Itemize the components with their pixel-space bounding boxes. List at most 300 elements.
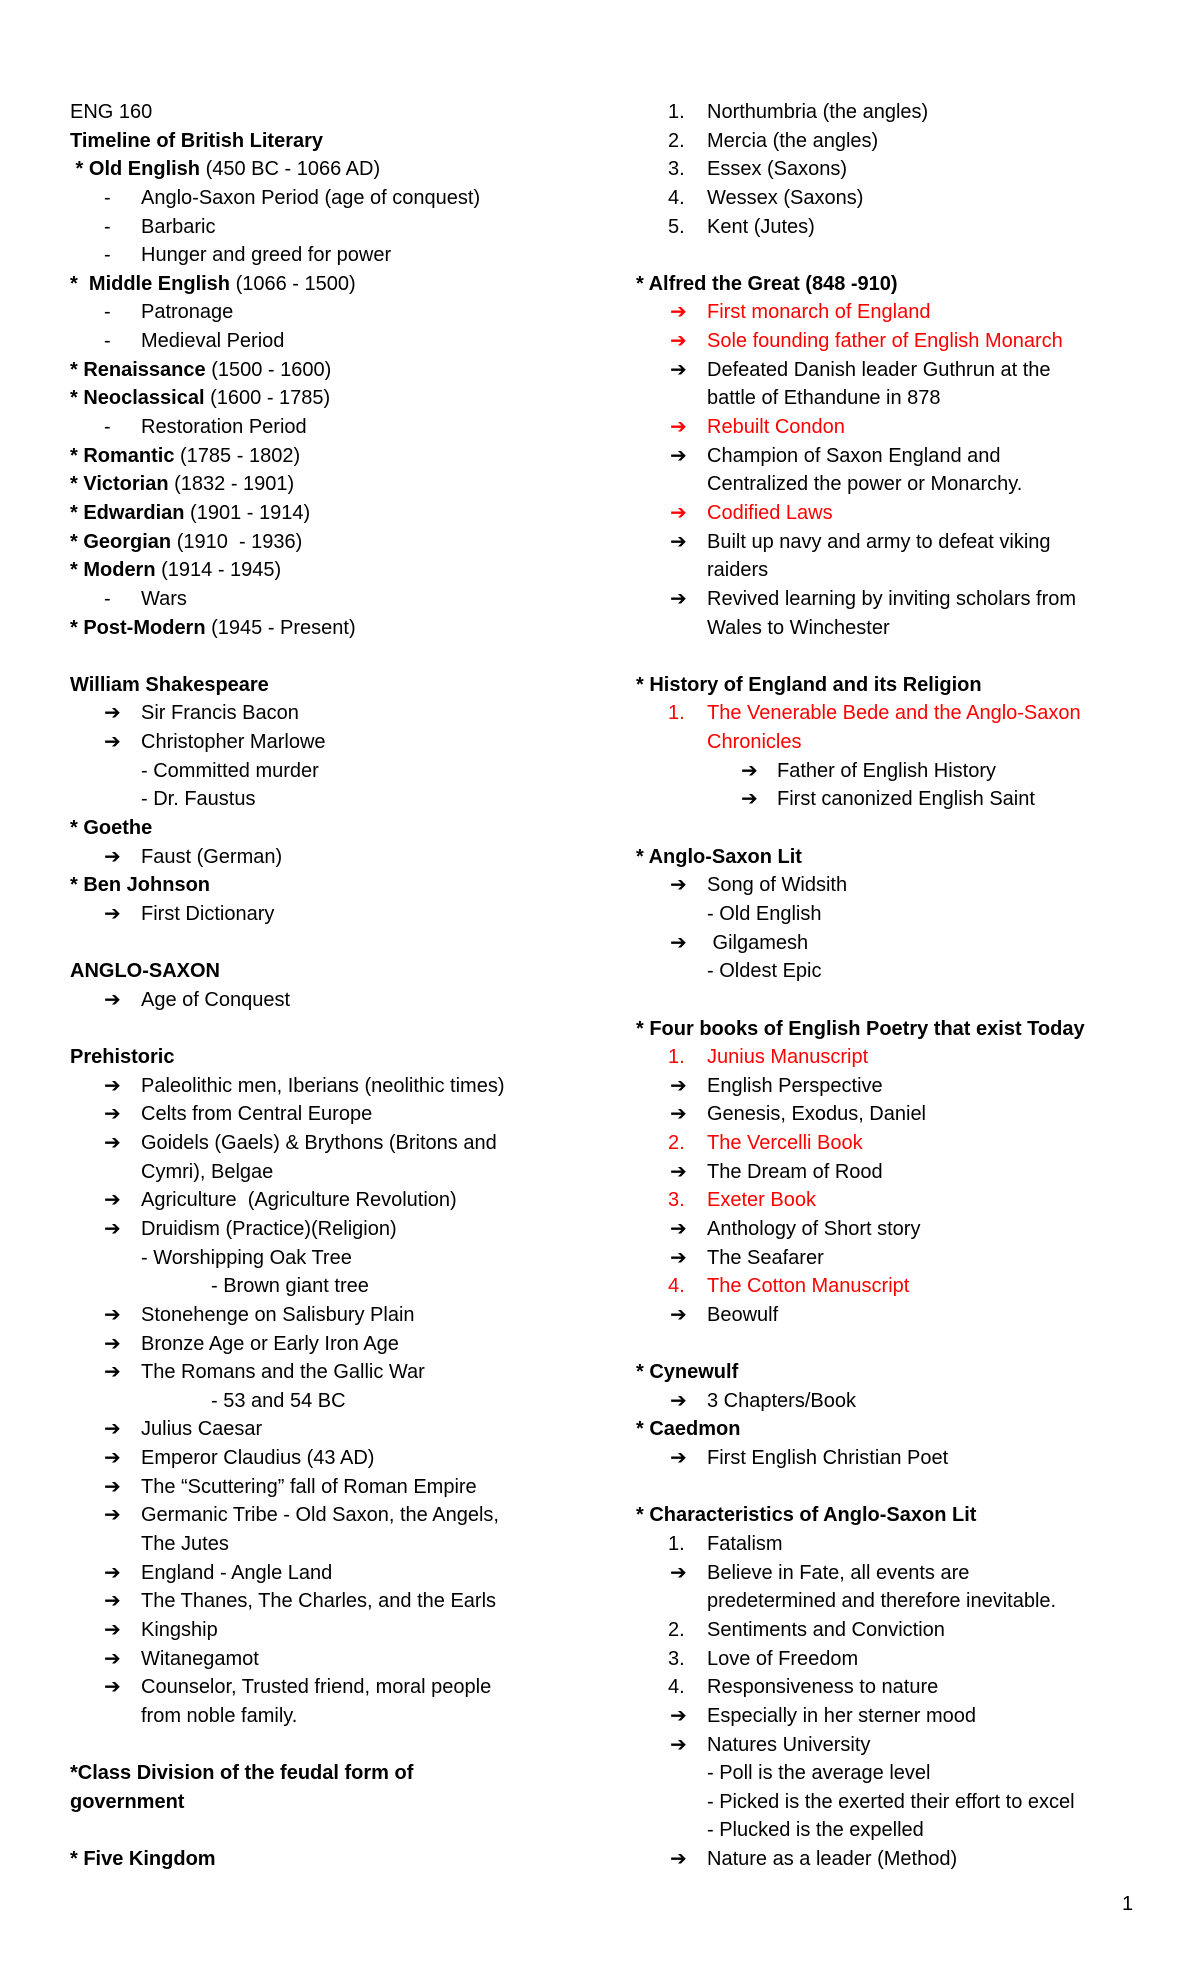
body-text: First Dictionary (141, 902, 275, 925)
line-text (70, 528, 302, 557)
line-text (707, 1387, 856, 1416)
bold-heading: Timeline of British Literary (70, 129, 324, 152)
body-text: Beowulf (707, 1303, 779, 1326)
bold-heading: William Shakespeare (70, 673, 269, 696)
body-text: Rebuilt Condon (707, 416, 845, 439)
line-text (141, 1587, 496, 1616)
left-line (70, 1158, 630, 1187)
bold-heading: Neoclassical (83, 387, 205, 410)
line-text (141, 585, 187, 614)
line-text (141, 1616, 218, 1645)
line-text (70, 270, 356, 299)
line-text (707, 1100, 926, 1129)
dash-bullet: - (104, 215, 111, 238)
right-line (636, 499, 1176, 528)
asterisk-prefix: * (70, 874, 84, 897)
line-text (707, 1530, 783, 1559)
line-text (707, 1186, 816, 1215)
line-text (707, 1731, 870, 1760)
line-text (141, 1559, 332, 1588)
body-text: - Worshipping Oak Tree (141, 1246, 352, 1269)
body-text: Defeated Danish leader Guthrun at the (707, 358, 1051, 381)
line-text (707, 1845, 957, 1874)
arrow-bullet-icon: ➔ (104, 1475, 121, 1498)
line-text (707, 1587, 1056, 1616)
arrow-bullet-icon: ➔ (104, 988, 121, 1011)
line-text (141, 1358, 425, 1387)
line-text (707, 871, 847, 900)
line-text (777, 757, 996, 786)
line-text (707, 1702, 976, 1731)
right-line (636, 1387, 1176, 1416)
right-line (636, 1215, 1176, 1244)
list-number: 3. (668, 1189, 685, 1212)
body-text: Essex (Saxons) (707, 158, 848, 181)
right-line (636, 270, 1176, 299)
bold-heading: Modern (83, 559, 156, 582)
bold-heading: * Four books of English Poetry that exist Today (636, 1017, 1085, 1040)
body-text: Celts from Central Europe (141, 1103, 373, 1126)
right-line (636, 671, 1176, 700)
body-text: Fatalism (707, 1533, 783, 1556)
left-line (70, 1186, 630, 1215)
right-line (636, 356, 1176, 385)
body-text: Witanegamot (141, 1647, 259, 1670)
arrow-bullet-icon: ➔ (104, 1418, 121, 1441)
line-text (707, 1158, 883, 1187)
arrow-bullet-icon: ➔ (104, 1217, 121, 1240)
line-text (70, 442, 300, 471)
body-text: (1500 - 1600) (205, 358, 332, 381)
right-line (636, 1501, 1176, 1530)
body-text: Druidism (Practice)(Religion) (141, 1217, 397, 1240)
line-text (141, 1244, 352, 1273)
line-text (70, 814, 152, 843)
arrow-bullet-icon: ➔ (104, 1303, 121, 1326)
arrow-bullet-icon: ➔ (104, 1189, 121, 1212)
bold-heading: * History of England and its Religion (636, 673, 982, 696)
line-text (141, 757, 319, 786)
line-text (707, 1244, 824, 1273)
arrow-bullet-icon: ➔ (104, 1647, 121, 1670)
body-text: (1910 - 1936) (171, 530, 303, 553)
line-text (141, 1530, 229, 1559)
arrow-bullet-icon: ➔ (670, 416, 687, 439)
line-text (707, 1616, 945, 1645)
body-text: Responsiveness to nature (707, 1676, 939, 1699)
body-text: Sentiments and Conviction (707, 1618, 945, 1641)
line-text (70, 384, 330, 413)
left-line (70, 814, 630, 843)
right-line (636, 614, 1176, 643)
left-line (70, 1616, 630, 1645)
left-line (70, 785, 630, 814)
bold-heading: * Alfred the Great (848 -910) (636, 272, 898, 295)
line-text (141, 1072, 505, 1101)
arrow-bullet-icon: ➔ (670, 444, 687, 467)
arrow-bullet-icon: ➔ (104, 902, 121, 925)
dash-bullet: - (104, 301, 111, 324)
body-text: England - Angle Land (141, 1561, 333, 1584)
left-line (70, 1473, 630, 1502)
body-text: - 53 and 54 BC (211, 1389, 346, 1412)
body-text: (1785 - 1802) (174, 444, 301, 467)
body-text: Faust (German) (141, 845, 283, 868)
body-text: The Vercelli Book (707, 1132, 863, 1155)
arrow-bullet-icon: ➔ (741, 788, 758, 811)
bold-heading: * Cynewulf (636, 1361, 739, 1384)
body-text: - Picked is the exerted their effort to excel (707, 1790, 1075, 1813)
body-text: Age of Conquest (141, 988, 290, 1011)
body-text: Barbaric (141, 215, 216, 238)
bold-heading: Post-Modern (83, 616, 206, 639)
bold-heading: ANGLO-SAXON (70, 960, 220, 983)
line-text (707, 1759, 930, 1788)
left-line (70, 1530, 630, 1559)
bold-heading: * Anglo-Saxon Lit (636, 845, 802, 868)
body-text: Believe in Fate, all events are (707, 1561, 970, 1584)
left-line (70, 327, 630, 356)
body-text: (1832 - 1901) (168, 473, 295, 496)
line-text (141, 298, 233, 327)
line-text (70, 356, 331, 385)
arrow-bullet-icon: ➔ (104, 1504, 121, 1527)
right-line (636, 871, 1176, 900)
arrow-bullet-icon: ➔ (670, 1303, 687, 1326)
right-line (636, 1158, 1176, 1187)
arrow-bullet-icon: ➔ (670, 1246, 687, 1269)
arrow-bullet-icon: ➔ (670, 1217, 687, 1240)
left-line (70, 499, 630, 528)
right-line (636, 1845, 1176, 1874)
left-line (70, 1702, 630, 1731)
list-number: 4. (668, 1275, 685, 1298)
right-line (636, 986, 1176, 1015)
right-line (636, 384, 1176, 413)
left-line (70, 1673, 630, 1702)
arrow-bullet-icon: ➔ (104, 702, 121, 725)
left-line (70, 1330, 630, 1359)
line-text (707, 1645, 858, 1674)
left-line (70, 528, 630, 557)
body-text: Natures University (707, 1733, 871, 1756)
line-text (707, 470, 1022, 499)
left-line (70, 699, 630, 728)
body-text: Junius Manuscript (707, 1046, 869, 1069)
line-text (707, 1444, 948, 1473)
arrow-bullet-icon: ➔ (670, 1848, 687, 1871)
list-number: 1. (668, 702, 685, 725)
right-line (636, 728, 1176, 757)
body-text: Mercia (the angles) (707, 129, 879, 152)
body-text: Centralized the power or Monarchy. (707, 473, 1023, 496)
body-text: 3 Chapters/Book (707, 1389, 856, 1412)
body-text: Cymri), Belgae (141, 1160, 274, 1183)
body-text: The Cotton Manuscript (707, 1275, 910, 1298)
left-line (70, 986, 630, 1015)
arrow-bullet-icon: ➔ (670, 358, 687, 381)
left-line (70, 470, 630, 499)
line-text (70, 871, 210, 900)
right-line (636, 1816, 1176, 1845)
right-line (636, 1645, 1176, 1674)
body-text: predetermined and therefore inevitable. (707, 1590, 1057, 1613)
right-line (636, 642, 1176, 671)
right-line (636, 413, 1176, 442)
arrow-bullet-icon: ➔ (104, 1332, 121, 1355)
body-text: - Committed murder (141, 759, 319, 782)
line-text (141, 1215, 397, 1244)
arrow-bullet-icon: ➔ (104, 1361, 121, 1384)
right-line (636, 556, 1176, 585)
body-text: (1600 - 1785) (204, 387, 331, 410)
body-text: First monarch of England (707, 301, 931, 324)
right-line (636, 957, 1176, 986)
line-text (707, 384, 941, 413)
line-text (707, 1129, 863, 1158)
body-text: The Dream of Rood (707, 1160, 883, 1183)
arrow-bullet-icon: ➔ (104, 731, 121, 754)
body-text: Medieval Period (141, 330, 285, 353)
bold-heading: Old English (88, 158, 201, 181)
left-line (70, 671, 630, 700)
line-text (141, 986, 290, 1015)
body-text: Gilgamesh (707, 931, 809, 954)
bold-heading: government (70, 1790, 185, 1813)
bold-heading: Georgian (83, 530, 172, 553)
right-line (636, 1244, 1176, 1273)
body-text: First English Christian Poet (707, 1447, 949, 1470)
list-number: 2. (668, 1618, 685, 1641)
list-number: 2. (668, 1132, 685, 1155)
bold-heading: * Caedmon (636, 1418, 741, 1441)
list-number: 4. (668, 1676, 685, 1699)
left-line (70, 556, 630, 585)
line-text (707, 929, 808, 958)
line-text (141, 843, 282, 872)
right-line (636, 1473, 1176, 1502)
body-text: Genesis, Exodus, Daniel (707, 1103, 927, 1126)
body-text: - Dr. Faustus (141, 788, 256, 811)
body-text: The “Scuttering” fall of Roman Empire (141, 1475, 477, 1498)
list-number: 4. (668, 186, 685, 209)
line-text (141, 1158, 273, 1187)
asterisk-prefix: * (70, 387, 84, 410)
asterisk-prefix: * (70, 616, 84, 639)
body-text: (1914 - 1945) (155, 559, 282, 582)
left-line (70, 1100, 630, 1129)
right-line (636, 814, 1176, 843)
bold-heading: Middle English (88, 272, 231, 295)
line-text (636, 1358, 738, 1387)
left-line (70, 155, 630, 184)
line-text (70, 1788, 184, 1817)
body-text: battle of Ethandune in 878 (707, 387, 941, 410)
body-text: Nature as a leader (Method) (707, 1848, 958, 1871)
body-text: The Venerable Bede and the Anglo-Saxon (707, 702, 1081, 725)
line-text (707, 1301, 778, 1330)
body-text: Bronze Age or Early Iron Age (141, 1332, 399, 1355)
dash-bullet: - (104, 416, 111, 439)
right-line (636, 699, 1176, 728)
line-text (141, 1473, 477, 1502)
line-text (141, 699, 299, 728)
right-line (636, 1673, 1176, 1702)
body-text: Goidels (Gaels) & Brythons (Britons and (141, 1132, 497, 1155)
right-line (636, 470, 1176, 499)
arrow-bullet-icon: ➔ (104, 1447, 121, 1470)
left-line (70, 298, 630, 327)
arrow-bullet-icon: ➔ (104, 845, 121, 868)
arrow-bullet-icon: ➔ (104, 1561, 121, 1584)
left-line (70, 213, 630, 242)
list-number: 2. (668, 129, 685, 152)
bold-heading: * Five Kingdom (70, 1848, 216, 1871)
line-text (141, 1301, 415, 1330)
line-text (707, 155, 847, 184)
line-text (141, 1330, 399, 1359)
right-line (636, 1015, 1176, 1044)
body-text: Wars (141, 587, 187, 610)
left-line (70, 442, 630, 471)
line-text (707, 98, 928, 127)
line-text (70, 614, 356, 643)
line-text (636, 843, 802, 872)
right-line (636, 528, 1176, 557)
asterisk-prefix: * (70, 158, 89, 181)
list-number: 5. (668, 215, 685, 238)
line-text (141, 413, 307, 442)
left-line (70, 241, 630, 270)
line-text (211, 1387, 346, 1416)
body-text: Chronicles (707, 731, 802, 754)
right-line (636, 585, 1176, 614)
asterisk-prefix: * (70, 444, 84, 467)
line-text (70, 671, 269, 700)
arrow-bullet-icon: ➔ (104, 1676, 121, 1699)
body-text: Codified Laws (707, 501, 833, 524)
left-line (70, 1015, 630, 1044)
left-line (70, 843, 630, 872)
arrow-bullet-icon: ➔ (670, 301, 687, 324)
body-text: Paleolithic men, Iberians (neolithic times) (141, 1074, 505, 1097)
right-line (636, 442, 1176, 471)
line-text (141, 1415, 262, 1444)
body-text: Especially in her sterner mood (707, 1704, 977, 1727)
left-line (70, 871, 630, 900)
body-text: Agriculture (Agriculture Revolution) (141, 1189, 457, 1212)
arrow-bullet-icon: ➔ (104, 1132, 121, 1155)
right-line (636, 127, 1176, 156)
asterisk-prefix: * (70, 817, 84, 840)
body-text: Exeter Book (707, 1189, 816, 1212)
line-text (141, 728, 326, 757)
line-text (707, 1215, 920, 1244)
dash-bullet: - (104, 330, 111, 353)
body-text: - Oldest Epic (707, 960, 822, 983)
body-text: - Poll is the average level (707, 1762, 931, 1785)
body-text: Julius Caesar (141, 1418, 263, 1441)
bold-heading: Victorian (83, 473, 169, 496)
body-text: Sir Francis Bacon (141, 702, 299, 725)
line-text (707, 327, 1063, 356)
body-text: Stonehenge on Salisbury Plain (141, 1303, 415, 1326)
right-line (636, 213, 1176, 242)
right-line (636, 1072, 1176, 1101)
body-text: Champion of Saxon England and (707, 444, 1001, 467)
body-text: - Plucked is the expelled (707, 1819, 924, 1842)
right-line (636, 241, 1176, 270)
left-line (70, 1215, 630, 1244)
body-text: The Romans and the Gallic War (141, 1361, 425, 1384)
left-line (70, 1845, 630, 1874)
body-text: - Brown giant tree (211, 1275, 369, 1298)
left-line (70, 1415, 630, 1444)
arrow-bullet-icon: ➔ (670, 530, 687, 553)
line-text (70, 98, 152, 127)
right-line (636, 1731, 1176, 1760)
right-line (636, 785, 1176, 814)
body-text: Anthology of Short story (707, 1217, 921, 1240)
left-line (70, 728, 630, 757)
line-text (707, 1272, 909, 1301)
arrow-bullet-icon: ➔ (741, 759, 758, 782)
arrow-bullet-icon: ➔ (670, 1704, 687, 1727)
line-text (707, 1559, 969, 1588)
right-line (636, 1444, 1176, 1473)
left-line (70, 757, 630, 786)
left-line (70, 957, 630, 986)
line-text (70, 1845, 216, 1874)
line-text (636, 1501, 976, 1530)
right-column (636, 98, 1176, 1874)
body-text: Kingship (141, 1618, 218, 1641)
body-text: Counselor, Trusted friend, moral people (141, 1676, 492, 1699)
line-text (70, 957, 220, 986)
left-line (70, 270, 630, 299)
right-line (636, 1043, 1176, 1072)
line-text (141, 241, 391, 270)
body-text: Sole founding father of English Monarch (707, 330, 1063, 353)
body-text: Song of Widsith (707, 874, 848, 897)
line-text (707, 900, 822, 929)
left-line (70, 642, 630, 671)
arrow-bullet-icon: ➔ (670, 931, 687, 954)
arrow-bullet-icon: ➔ (670, 874, 687, 897)
line-text (141, 1673, 491, 1702)
asterisk-prefix: * (70, 530, 84, 553)
left-line (70, 1358, 630, 1387)
body-text: Christopher Marlowe (141, 731, 326, 754)
arrow-bullet-icon: ➔ (670, 1561, 687, 1584)
bold-heading: Prehistoric (70, 1046, 175, 1069)
bold-heading: *Class Division of the feudal form of (70, 1762, 414, 1785)
left-line (70, 614, 630, 643)
left-line (70, 184, 630, 213)
line-text (141, 213, 215, 242)
line-text (707, 413, 845, 442)
line-text (707, 699, 1081, 728)
body-text: raiders (707, 559, 769, 582)
body-text: Restoration Period (141, 416, 307, 439)
asterisk-prefix: * (70, 501, 84, 524)
line-text (70, 1759, 413, 1788)
body-text: (450 BC - 1066 AD) (200, 158, 381, 181)
body-text: Hunger and greed for power (141, 244, 392, 267)
right-line (636, 1272, 1176, 1301)
bold-heading: Ben Johnson (83, 874, 211, 897)
body-text: (1901 - 1914) (184, 501, 311, 524)
